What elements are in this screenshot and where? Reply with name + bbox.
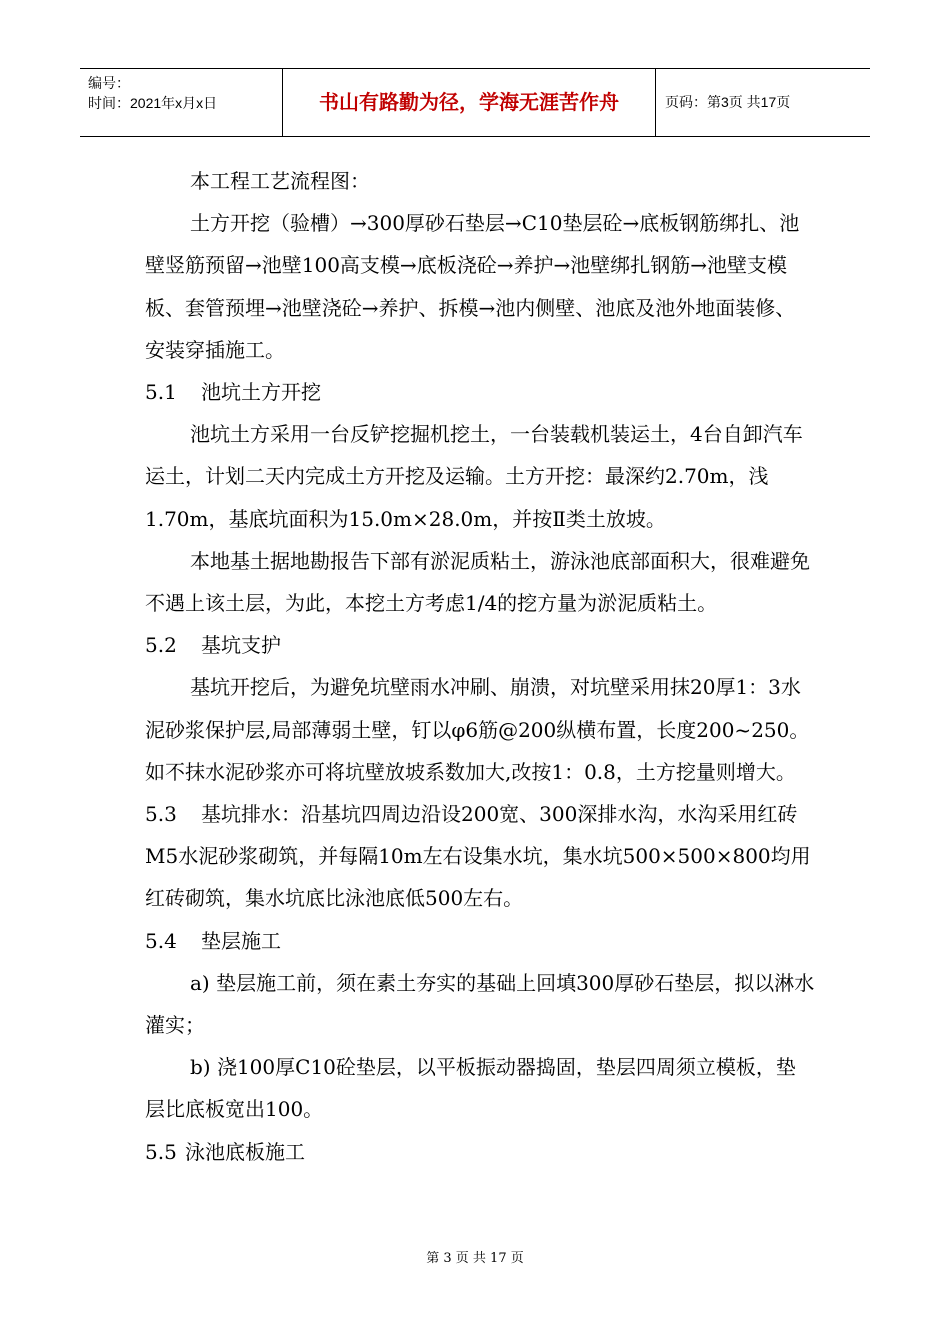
section-5-2-paragraph: 基坑开挖后，为避免坑壁雨水冲刷、崩溃，对坑壁采用抹20厚1：3水泥砂浆保护层,局部薄弱土壁，钉以φ6筋@200纵横布置，长度200~250。如不抹水泥砂浆亦可将坑壁放坡系数加大,改按1：0.8，土方挖量则增大。: [145, 675, 810, 784]
section-5-3: [145, 793, 815, 920]
section-text: 基坑排水：沿基坑四周边沿设200宽、300深排水沟，水沟采用红砖M5水泥砂浆砌筑，并每隔10m左右设集水坑，集水坑500×500×800均用红砖砌筑，集水坑底比泳池底低500左右。: [145, 802, 811, 911]
section-5-1-paragraph-2: 本地基土据地勘报告下部有淤泥质粘土，游泳池底部面积大，很难避免不遇上该土层，为此，本挖土方考虑1/4的挖方量为淤泥质粘土。: [145, 548, 810, 616]
section-5-5-heading: [145, 1131, 815, 1173]
section-5-4-item-a: a) 垫层施工前，须在素土夯实的基础上回填300厚砂石垫层，拟以淋水灌实；: [145, 970, 815, 1038]
section-5-1-paragraph-1: 池坑土方采用一台反铲挖掘机挖土，一台装载机装运土，4台自卸汽车运土，计划二天内完成土方开挖及运输。土方开挖：最深约2.70m，浅1.70m，基底坑面积为15.0m×28.0m，并按Ⅱ类土放坡。: [145, 422, 803, 531]
flow-text: 土方开挖（验槽）→300厚砂石垫层→C10垫层砼→底板钢筋绑扎、池壁竖筋预留→池壁100高支模→底板浇砼→养护→池壁绑扎钢筋→池壁支模板、套管预埋→池壁浇砼→养护、拆模→池内侧壁、池底及池外地面装修、安装穿插施工。: [145, 211, 800, 362]
section-5-4-heading: [145, 920, 815, 962]
section-title: 垫层施工: [201, 928, 281, 953]
section-5-2-heading: [145, 624, 815, 666]
section-title: 池坑土方开挖: [201, 380, 321, 405]
header-motto: 书山有路勤为径，学海无涯苦作舟: [283, 69, 656, 136]
section-title: 泳池底板施工: [185, 1139, 305, 1164]
section-5-4-item-b: b) 浇100厚C10砼垫层，以平板振动器捣固，垫层四周须立模板，垫层比底板宽出100。: [145, 1055, 796, 1122]
section-number: 5.3: [145, 802, 177, 827]
section-5-1-heading: [145, 371, 815, 413]
code-label: 编号：: [88, 75, 130, 91]
time-label: 时间：2021年x月x日: [88, 95, 218, 111]
section-number: 5.5: [145, 1139, 177, 1164]
section-number: 5.4: [145, 928, 177, 953]
page-footer: 第 3 页 共 17 页: [426, 1251, 524, 1266]
section-title: 基坑支护: [201, 633, 281, 658]
page-header: [80, 68, 870, 137]
section-number: 5.2: [145, 633, 177, 658]
header-meta: [80, 69, 283, 136]
flow-title: 本工程工艺流程图：: [190, 169, 370, 193]
header-page-info: 页码：第3页 共17页: [665, 94, 791, 110]
section-number: 5.1: [145, 380, 177, 405]
document-body: [145, 160, 815, 1173]
